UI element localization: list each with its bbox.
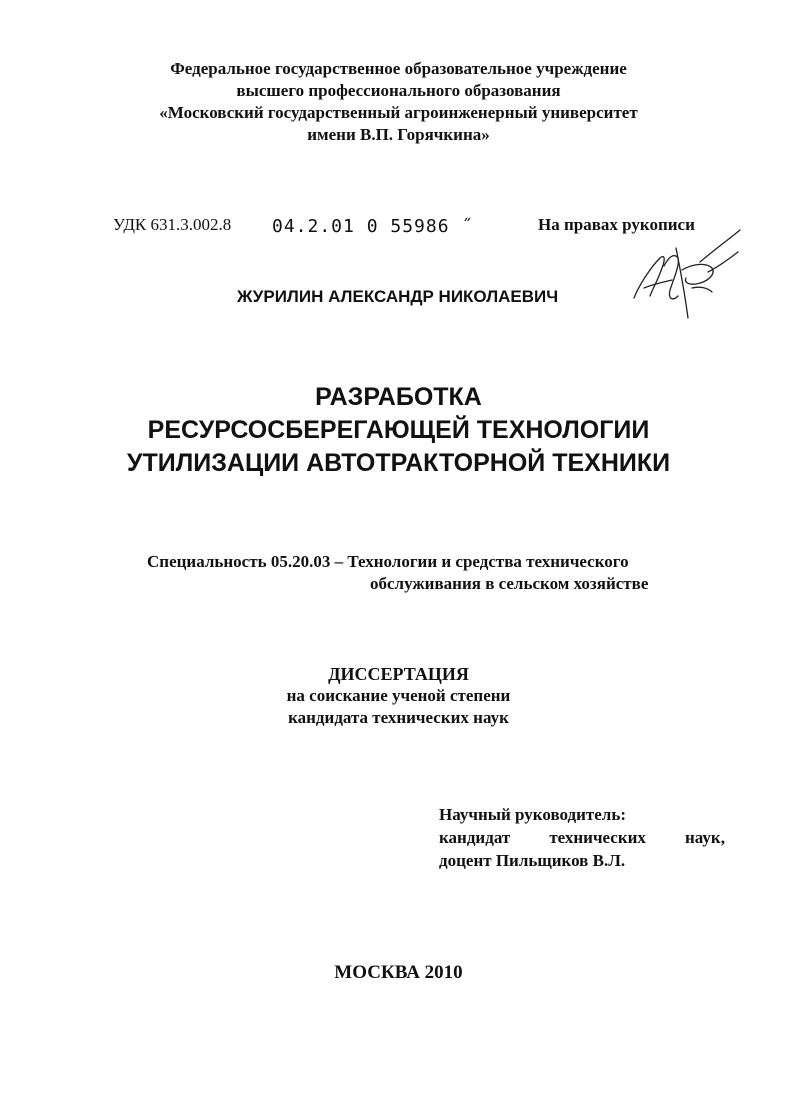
supervisor-label: Научный руководитель: bbox=[439, 805, 626, 824]
supervisor-name: доцент Пильщиков В.Л. bbox=[439, 851, 626, 870]
title-line-3: УТИЛИЗАЦИИ АВТОТРАКТОРНОЙ ТЕХНИКИ bbox=[126, 449, 671, 477]
supervisor-degree-word-1: кандидат bbox=[439, 828, 511, 847]
city-year: МОСКВА 2010 bbox=[334, 962, 463, 983]
supervisor-degree bbox=[439, 826, 725, 849]
institution-line-2: высшего профессионального образования bbox=[236, 81, 561, 100]
institution-line-4: имени В.П. Горячкина» bbox=[307, 125, 490, 144]
signature-icon bbox=[630, 228, 742, 323]
degree-line-2: кандидата технических наук bbox=[288, 708, 509, 727]
supervisor-block bbox=[439, 803, 725, 872]
dissertation-block bbox=[0, 663, 797, 729]
author-name: ЖУРИЛИН АЛЕКСАНДР НИКОЛАЕВИЧ bbox=[237, 287, 559, 306]
registration-stamp: 04.2.01 0 55986 ˝ bbox=[272, 216, 474, 237]
supervisor-degree-word-2: технических bbox=[549, 828, 646, 847]
dissertation-title bbox=[0, 381, 797, 480]
udk-code: УДК 631.3.002.8 bbox=[113, 215, 232, 234]
rights-notice: На правах рукописи bbox=[538, 215, 695, 234]
title-line-2: РЕСУРСОСБЕРЕГАЮЩЕЙ ТЕХНОЛОГИИ bbox=[147, 416, 650, 444]
supervisor-degree-word-3: наук, bbox=[685, 828, 725, 847]
institution-header bbox=[0, 58, 797, 146]
title-line-1: РАЗРАБОТКА bbox=[315, 383, 482, 411]
specialty-line-2: обслуживания в сельском хозяйстве bbox=[370, 574, 649, 593]
degree-line-1: на соискание ученой степени bbox=[286, 686, 511, 705]
institution-line-1: Федеральное государственное образовательное учреждение bbox=[170, 59, 627, 78]
dissertation-heading: ДИССЕРТАЦИЯ bbox=[328, 664, 469, 684]
institution-line-3: «Московский государственный агроинженерный университет bbox=[159, 103, 638, 122]
specialty-line-1: Специальность 05.20.03 – Технологии и средства технического bbox=[147, 552, 629, 571]
